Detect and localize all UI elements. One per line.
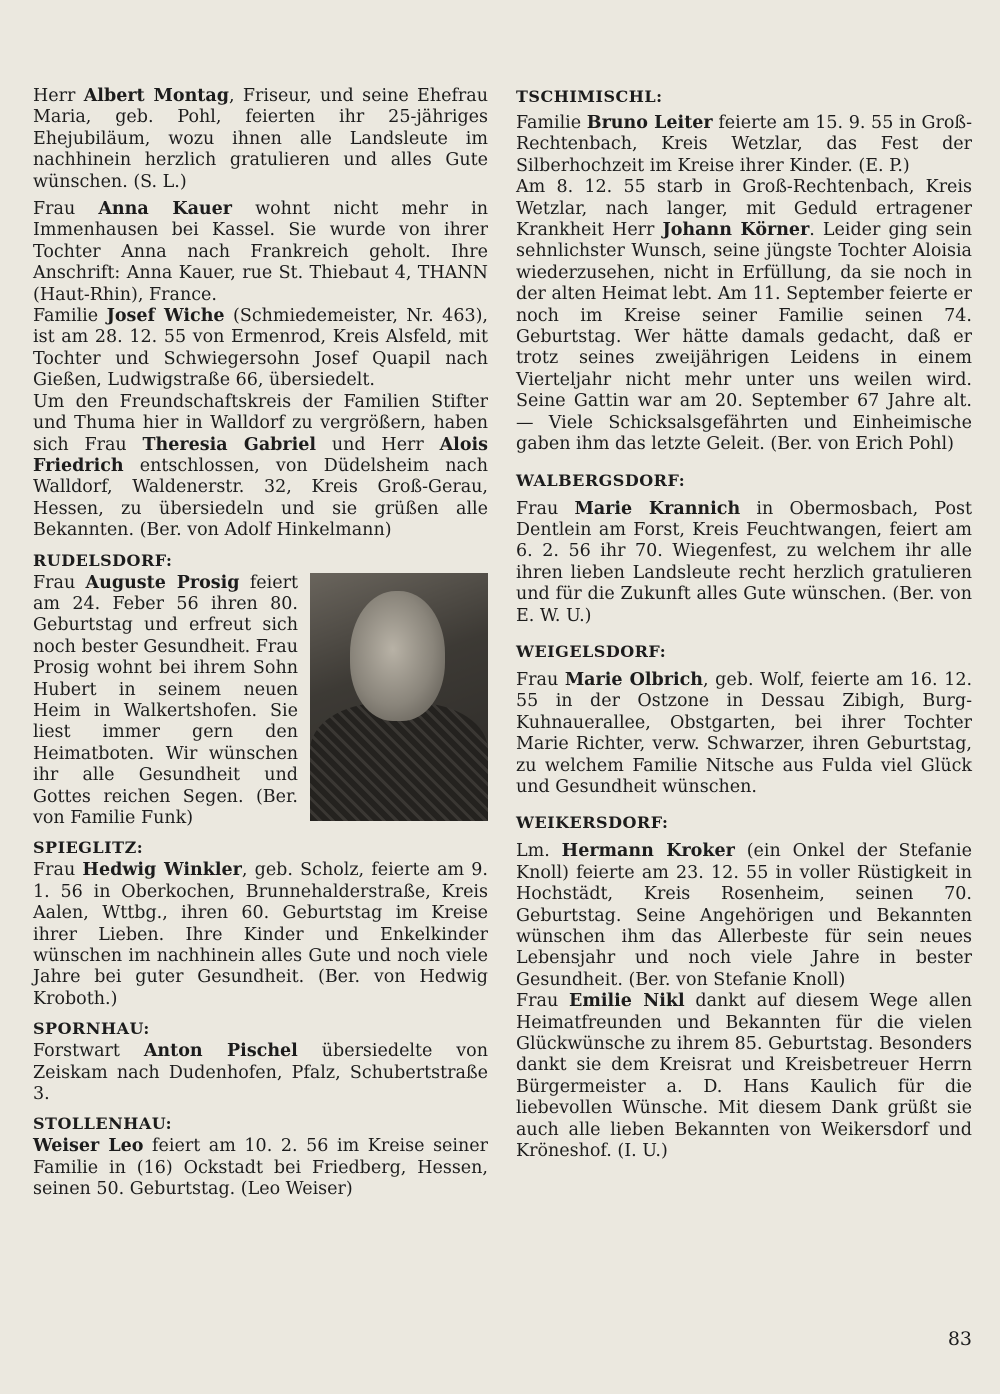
paragraph-montag: Herr Albert Montag, Friseur, und seine Ehefrau Maria, geb. Pohl, feierten ihr 25-jähriges Ehejubiläum, wozu ihnen alle Landsleute im nachhinein herzlich gratulieren und alles Gute wünschen. (S. L.) <box>33 86 488 192</box>
heading-spornhau: SPORNHAU: <box>33 1019 150 1039</box>
portrait-photo <box>310 573 488 821</box>
paragraph-walldorf: Um den Freundschaftskreis der Familien Stifter und Thuma hier in Walldorf zu vergrößern, haben sich Frau Theresia Gabriel und Herr Alois Friedrich entschlossen, von Düdelsheim nach Walldorf, Waldenerstr. 32, Kreis Groß-Gerau, Hessen, zu übersiedeln und sie grüßen alle Bekannten. (Ber. von Adolf Hinkelmann) <box>33 391 488 541</box>
left-column <box>33 86 488 1201</box>
heading-walbergsdorf: WALBERGSDORF: <box>516 470 686 490</box>
heading-tschimischl: TSCHIMISCHL: <box>516 87 663 106</box>
paragraph-nikl: Frau Emilie Nikl dankt auf diesem Wege allen Heimatfreunden und Bekannten für die vielen Glückwünsche zu ihrem 85. Geburtstag. Besonders dankt sie dem Kreisrat und Kreisbetreuer Herrn Bürgermeister a. D. Hans Kaulich für die liebevollen Wünsche. Mit diesem Dank grüßt sie auch alle lieben Bekannten von Weikersdorf und Kröneshof. (I. U.) <box>516 991 973 1162</box>
paragraph-pischel: Forstwart Anton Pischel übersiedelte von Zeiskam nach Dudenhofen, Pfalz, Schubertstraße 3. <box>33 1041 488 1105</box>
paragraph-olbrich: Frau Marie Olbrich, geb. Wolf, feierte am 16. 12. 55 in der Ostzone in Dessau Zibigh, Burg-Kuhnauerallee, Obstgarten, bei ihrer Tochter Marie Richter, verw. Schwarzer, ihren Geburtstag, zu welchem Familie Nitsche aus Fulda viel Glück und Gesundheit wünschen. <box>516 669 973 797</box>
heading-spieglitz: SPIEGLITZ: <box>33 838 144 858</box>
paragraph-leiter: Familie Bruno Leiter feierte am 15. 9. 55 in Groß-Rechtenbach, Kreis Wetzlar, das Fest der Silberhochzeit im Kreise ihrer Kinder. (E. P.) <box>516 113 973 176</box>
paragraph-prosig: Frau Auguste Prosig feiert am 24. Feber 56 ihren 80. Geburtstag und erfreut sich noch bester Gesundheit. Frau Prosig wohnt bei ihrem Sohn Hubert in seinem neuen Heim in Walkertshofen. Sie liest immer gern den Heimatboten. Wir wünschen ihr alle Gesundheit und Gottes reichen Segen. (Ber. von Familie Funk) <box>33 573 488 830</box>
heading-rudelsdorf: RUDELSDORF: <box>33 550 173 570</box>
heading-weikersdorf: WEIKERSDORF: <box>516 813 669 833</box>
photo-head <box>350 591 445 721</box>
paragraph-weiser: Weiser Leo feiert am 10. 2. 56 im Kreise seiner Familie in (16) Ockstadt bei Friedberg, Hessen, seinen 50. Geburtstag. (Leo Weiser) <box>33 1136 489 1200</box>
paragraph-kroker: Lm. Hermann Kroker (ein Onkel der Stefanie Knoll) feierte am 23. 12. 55 in voller Rüstigkeit in Hochstädt, Kreis Rosenheim, seinen 70. Geburtstag. Seine Angehörigen und Bekannten wünschen ihm das Allerbeste für sein neues Lebensjahr und noch viele Jahre in bester Gesundheit. (Ber. von Stefanie Knoll) <box>516 841 972 990</box>
paragraph-kauer: Frau Anna Kauer wohnt nicht mehr in Immenhausen bei Kassel. Sie wurde von ihrer Tochter Anna nach Frankreich geholt. Ihre Anschrift: Anna Kauer, rue St. Thiebaut 4, THANN (Haut-Rhin), France. <box>33 199 488 305</box>
paragraph-winkler: Frau Hedwig Winkler, geb. Scholz, feierte am 9. 1. 56 in Oberkochen, Brunnehalderstraße, Kreis Aalen, Wttbg., ihren 60. Geburtstag im Kreise ihrer Lieben. Ihre Kinder und Enkelkinder wünschen im nachhinein alles Gute und noch viele Jahre bei guter Gesundheit. (Ber. von Hedwig Kroboth.) <box>33 860 488 1009</box>
heading-stollenhau: STOLLENHAU: <box>33 1114 173 1134</box>
heading-weigelsdorf: WEIGELSDORF: <box>516 641 667 661</box>
paragraph-koerner: Am 8. 12. 55 starb in Groß-Rechtenbach, Kreis Wetzlar, nach langer, mit Geduld ertragener Krankheit Herr Johann Körner. Leider ging sein sehnlichster Wunsch, seine jüngste Tochter Aloisia wiederzusehen, nicht in Erfüllung, da sie noch in der alten Heimat lebt. Am 11. September feierte er noch im Kreise seiner Familie seinen 74. Geburtstag. Wer hätte damals gedacht, daß er trotz seines zweijährigen Leidens in einem Vierteljahr nicht mehr unter uns weilen wird. Seine Gattin war am 20. September 67 Jahre alt. — Viele Schicksalsgefährten und Einheimische gaben ihm das letzte Geleit. (Ber. von Erich Pohl) <box>516 177 972 455</box>
paragraph-wiche: Familie Josef Wiche (Schmiedemeister, Nr. 463), ist am 28. 12. 55 von Ermenrod, Kreis Alsfeld, mit Tochter und Schwiegersohn Josef Quapil nach Gießen, Ludwigstraße 66, übersiedelt. <box>33 306 488 391</box>
right-column <box>516 86 972 1162</box>
paragraph-krannich: Frau Marie Krannich in Obermosbach, Post Dentlein am Forst, Kreis Feuchtwangen, feiert am 6. 2. 56 ihr 70. Wiegenfest, zu welchem ihr alle ihren lieben Landsleute recht herzlich gratulieren und für die Zukunft alles Gute wünschen. (Ber. von E. W. U.) <box>516 498 972 626</box>
page-number: 83 <box>947 1328 972 1350</box>
